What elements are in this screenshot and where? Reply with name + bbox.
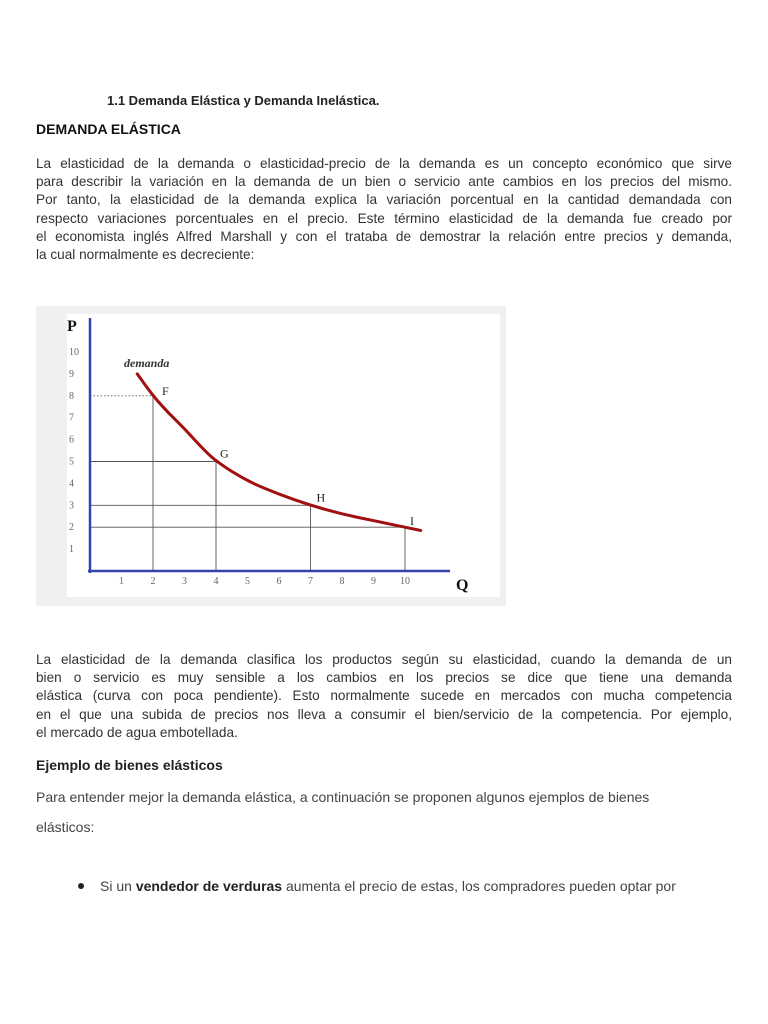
section-heading: 1.1 Demanda Elástica y Demanda Inelástica. — [107, 93, 380, 108]
x-tick-label: 9 — [371, 576, 376, 587]
paragraph-line: para describir la variación en la demanda de un bien o servicio ante cambios en los precios del mismo. — [36, 174, 732, 190]
paragraph-line: elástica (curva con poca pendiente). Esto normalmente sucede en mercados con mucha competencia — [36, 688, 732, 704]
x-tick-label: 8 — [339, 576, 345, 587]
paragraph-intro — [36, 155, 732, 264]
point-label: I — [410, 514, 414, 529]
examples-subheading: Ejemplo de bienes elásticos — [36, 757, 223, 773]
demand-chart-canvas — [67, 314, 500, 597]
examples-intro-line: Para entender mejor la demanda elástica, a continuación se proponen algunos ejemplos de bienes — [36, 789, 650, 805]
paragraph-line: en el que una subida de precios nos lleva a consumir el bien/servicio de la competencia. Por ejemplo, — [36, 706, 732, 722]
y-tick-label: 2 — [69, 522, 74, 534]
x-tick-label: 7 — [308, 576, 313, 587]
bullet-bold-term: vendedor de verduras — [135, 878, 283, 894]
y-tick-label: 4 — [69, 478, 74, 490]
paragraph-line: el economista inglés Alfred Marshall y con el trataba de demostrar la relación entre precios y demanda, — [36, 228, 732, 244]
bullet-item — [78, 878, 676, 894]
demand-chart-frame — [36, 306, 506, 606]
paragraph-classification — [36, 651, 732, 742]
demand-chart — [67, 314, 500, 597]
main-heading: DEMANDA ELÁSTICA — [36, 121, 181, 137]
paragraph-line: la cual normalmente es decreciente: — [36, 247, 255, 263]
y-tick-label: 8 — [69, 390, 74, 402]
y-tick-label: 6 — [69, 434, 74, 446]
y-tick-label: 9 — [69, 368, 74, 380]
point-label: G — [220, 446, 229, 461]
x-tick-label: 10 — [400, 576, 410, 587]
bullet-suffix: aumenta el precio de estas, los compradores pueden optar por — [282, 878, 676, 894]
x-tick-label: 2 — [150, 576, 156, 587]
point-label: F — [162, 383, 169, 398]
paragraph-line: Por tanto, la elasticidad de la demanda explica la variación porcentual en la cantidad demandada con — [36, 192, 732, 208]
demand-curve — [137, 374, 421, 531]
paragraph-line: bien o servicio es muy sensible a los cambios en los precios se dice que tiene una demanda — [36, 670, 732, 686]
x-tick-label: 1 — [119, 576, 124, 587]
y-tick-label: 10 — [69, 347, 79, 358]
paragraph-line: el mercado de agua embotellada. — [36, 724, 238, 740]
x-axis-label: Q — [456, 577, 469, 594]
y-axis-label: P — [67, 318, 77, 335]
examples-intro-line: elásticos: — [36, 819, 95, 835]
paragraph-line: La elasticidad de la demanda clasifica los productos según su elasticidad, cuando la demanda de un — [36, 652, 732, 667]
y-tick-label: 5 — [69, 456, 74, 468]
point-label: H — [316, 490, 326, 505]
x-tick-label: 3 — [182, 576, 187, 587]
bullet-prefix: Si un — [100, 878, 136, 894]
y-tick-label: 1 — [69, 544, 74, 556]
y-tick-label: 7 — [69, 412, 74, 424]
x-tick-label: 5 — [245, 576, 250, 587]
paragraph-line: La elasticidad de la demanda o elasticidad-precio de la demanda es un concepto económico que sirve — [36, 156, 732, 171]
x-tick-label: 4 — [213, 576, 219, 587]
series-label: demanda — [124, 356, 170, 370]
x-tick-label: 6 — [276, 576, 282, 587]
paragraph-line: respecto variaciones porcentuales en el precio. Este término elasticidad de la demanda fue creado por — [36, 210, 732, 226]
y-tick-label: 3 — [69, 500, 74, 512]
bullet-dot-icon — [78, 883, 84, 889]
